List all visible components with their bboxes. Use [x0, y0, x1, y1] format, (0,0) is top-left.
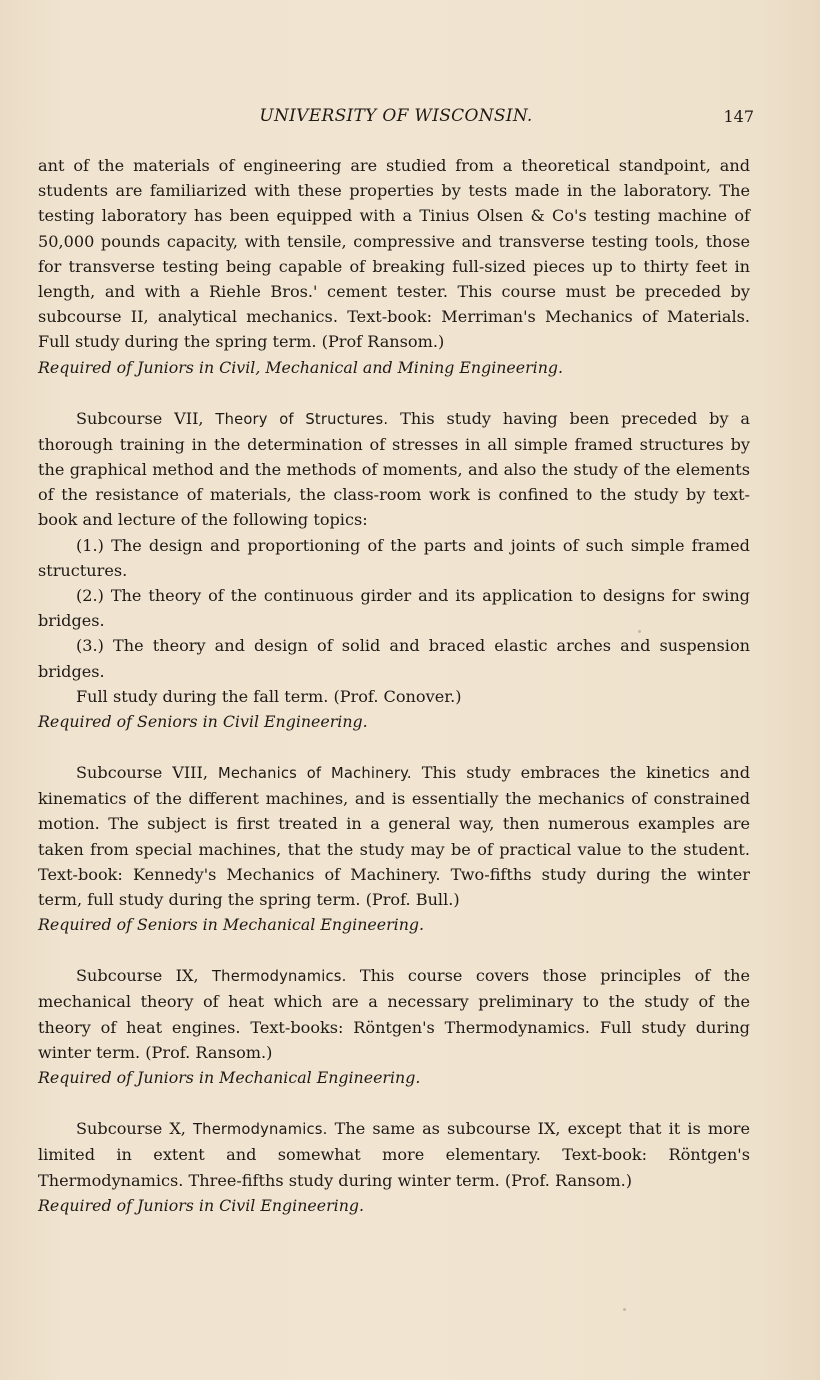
materials-course-requirement: Required of Juniors in Civil, Mechanical and Mining Engineering. [38, 357, 564, 377]
running-header [38, 106, 754, 134]
subcourse-ix-text: This course covers those principles of the mechanical theory of heat which are a necessary preliminary to the study of the theory of heat engines. Text-books: Röntgen's Thermodynamics. Full study during winter term. (Prof. Ransom.) [38, 966, 750, 1062]
materials-course-text: ant of the materials of engineering are studied from a theoretical standpoint, and students are familiarized with these properties by tests made in the laboratory. The testing laboratory has been equipped with a Tinius Olsen & Co's testing machine of 50,000 pounds capacity, with tensile, compressive and transverse testing tools, those for transverse testing being capable of breaking full-sized pieces up to thirty feet in length, and with a Riehle Bros.' cement tester. This course must be preceded by subcourse II, analytical mechanics. Text-book: Merriman's Mechanics of Materials. Full study during the spring term. (Prof Ransom.) [38, 156, 750, 352]
subcourse-x-heading: Thermodynamics. [193, 1121, 328, 1139]
subcourse-viii-heading: Mechanics of Machinery. [217, 765, 412, 783]
subcourse-vii-lead: Subcourse VII, [76, 408, 216, 428]
topic-3 [38, 633, 750, 683]
subcourse-x-requirement: Required of Juniors in Civil Engineering. [38, 1195, 365, 1215]
subcourse-vii-term-text: Full study during the fall term. (Prof. Conover.) [76, 686, 462, 706]
topic-1-text: (1.) The design and proportioning of the parts and joints of such simple framed structures. [38, 535, 750, 580]
subcourse-ix-heading: Thermodynamics. [212, 968, 347, 986]
subcourse-viii-requirement: Required of Seniors in Mechanical Engineering. [38, 915, 425, 935]
subcourse-ix-lead: Subcourse IX, [76, 966, 213, 986]
topic-1 [38, 533, 750, 583]
subcourse-x-lead: Subcourse X, [76, 1119, 194, 1139]
topic-2 [38, 583, 750, 633]
subcourse-ix-requirement: Required of Juniors in Mechanical Engineering. [38, 1068, 421, 1088]
section-spacer [38, 734, 750, 760]
subcourse-x-paragraph [38, 1116, 750, 1193]
subcourse-x-text: The same as subcourse IX, except that it is more limited in extent and somewhat more elementary. Text-book: Röntgen's Thermodynamics. Three-fifths study during winter term. (Prof. Ransom.) [38, 1119, 750, 1190]
topic-2-text: (2.) The theory of the continuous girder and its application to designs for swing bridges. [38, 586, 750, 631]
section-spacer [38, 380, 750, 406]
section-spacer [38, 1090, 750, 1116]
paper-speck [638, 630, 641, 633]
subcourse-viii-text: This study embraces the kinetics and kinematics of the different machines, and is essentially the mechanics of constrained motion. The subject is first treated in a general way, then numerous examples are taken from special machines, that the study may be of practical value to the student. Text-book: Kennedy's Mechanics of Machinery. Two-fifths study during the winter term, full study during the spring term. (Prof. Bull.) [38, 763, 751, 910]
page-body [38, 153, 750, 1218]
materials-course-paragraph [38, 153, 750, 355]
subcourse-ix-paragraph [38, 963, 750, 1065]
section-spacer [38, 937, 750, 963]
subcourse-viii-lead: Subcourse VIII, [76, 763, 218, 783]
subcourse-vii-heading: Theory of Structures. [215, 410, 389, 428]
paper-speck [623, 1308, 626, 1311]
subcourse-vii-requirement: Required of Seniors in Civil Engineering. [38, 712, 368, 732]
page-title: UNIVERSITY OF WISCONSIN. [259, 106, 533, 126]
subcourse-vii-text: This study having been preceded by a thorough training in the determination of stresses in all simple framed structures by the graphical method and the methods of moments, and also the study of the elements of the resistance of materials, the class-room work is confined to the study by text-book and lecture of the following topics: [38, 408, 751, 530]
subcourse-vii-term [38, 684, 750, 709]
subcourse-viii-paragraph [38, 760, 750, 912]
topic-3-text: (3.) The theory and design of solid and braced elastic arches and suspension bridges. [38, 636, 750, 681]
subcourse-vii-paragraph [38, 406, 750, 533]
page-number: 147 [723, 107, 754, 126]
